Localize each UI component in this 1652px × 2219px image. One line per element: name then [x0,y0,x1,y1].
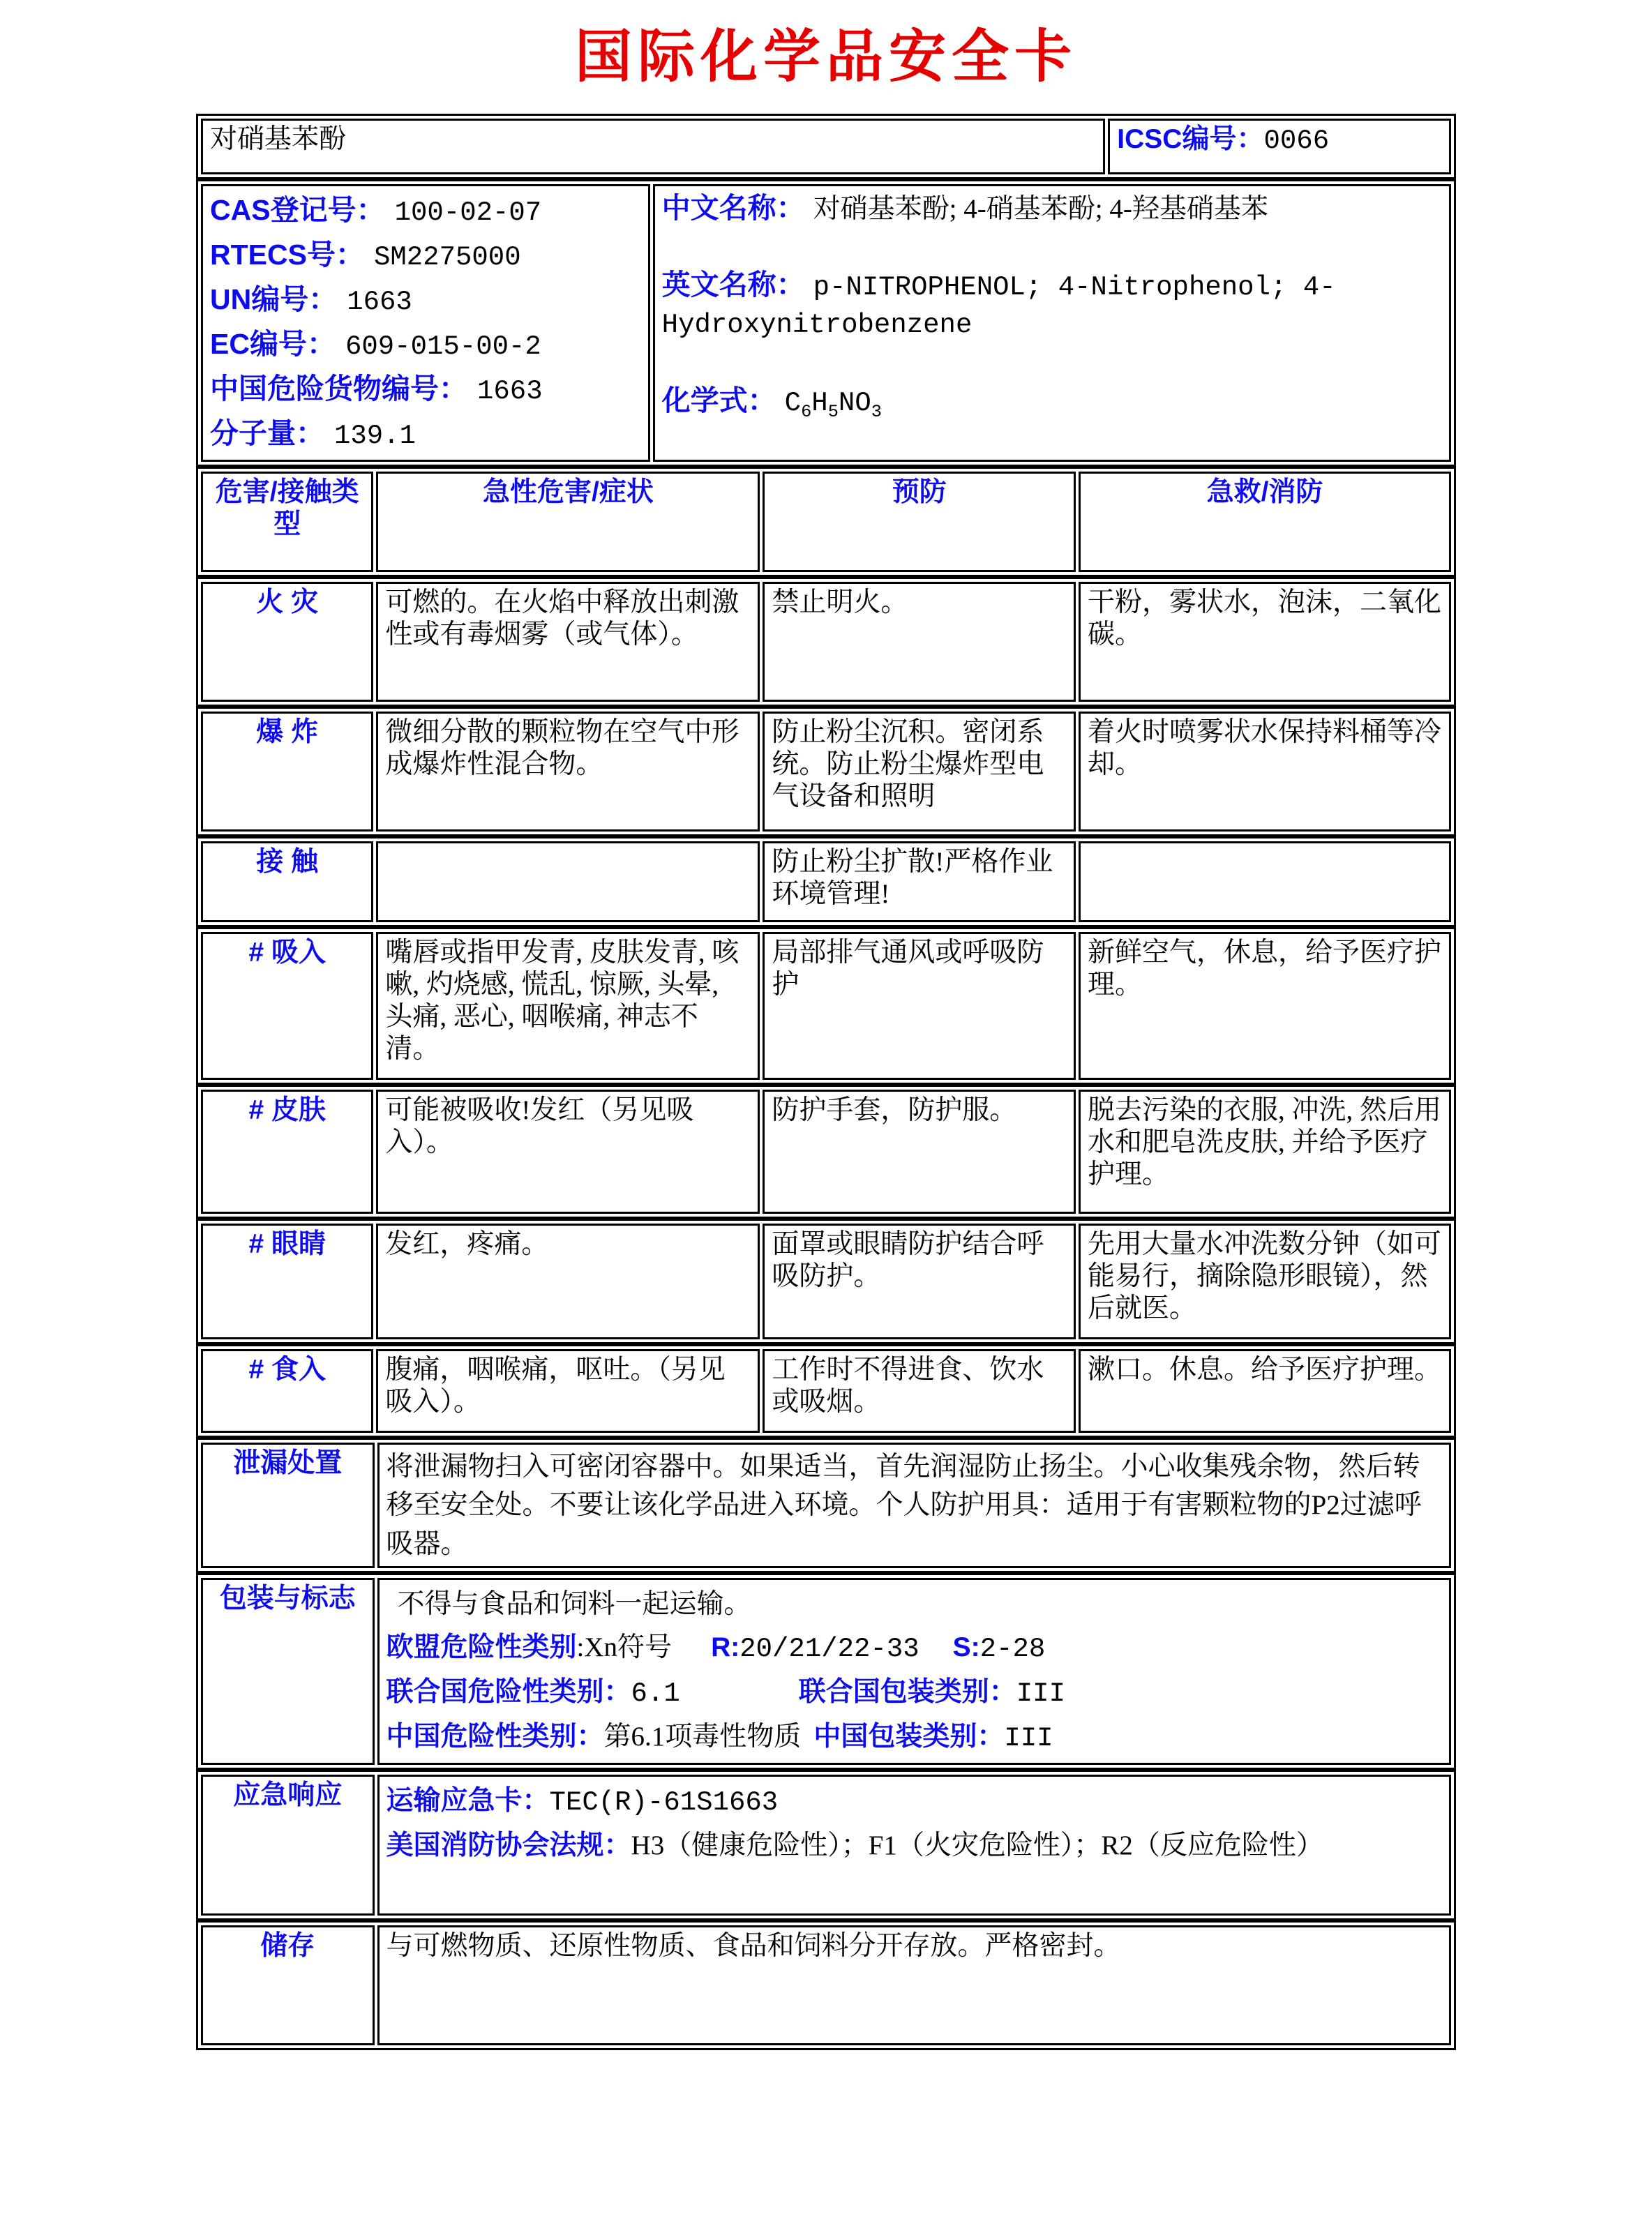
identifier-section [196,179,1456,467]
row-label-explosion: 爆 炸 [201,712,373,832]
substance-name: 对硝基苯酚 [201,119,1105,174]
fire-symptoms-cell: 可燃的。在火焰中释放出刺激性或有毒烟雾（或气体）。 [376,582,760,702]
ingestion-prevention-cell: 工作时不得进食、饮水或吸烟。 [763,1349,1076,1433]
fire-firstaid-cell: 干粉，雾状水，泡沫，二氧化碳。 [1079,582,1451,702]
china-dg-number-line: 中国危险货物编号： 1663 [210,373,543,407]
ingestion-firstaid-cell: 漱口。休息。给予医疗护理。 [1079,1349,1451,1433]
contact-prevention-cell: 防止粉尘扩散!严格作业环境管理! [763,841,1076,922]
cas-number-line: CAS登记号： 100-02-07 [210,194,542,228]
icsc-number-value: 0066 [1263,126,1330,156]
row-label-packaging: 包装与标志 [201,1578,375,1765]
inhalation-firstaid-cell: 新鲜空气，休息，给予医疗护理。 [1079,932,1451,1080]
column-header-type: 危害/接触类型 [201,472,373,572]
row-label-storage: 储存 [201,1925,375,2045]
fire-row [196,577,1456,707]
ingestion-row [196,1344,1456,1438]
packaging-transport-note: 不得与食品和饲料一起运输。 [397,1589,751,1620]
inhalation-symptoms-cell: 嘴唇或指甲发青, 皮肤发青, 咳嗽, 灼烧感, 慌乱, 惊厥, 头晕, 头痛, 恶心, 咽喉痛, 神志不清。 [376,932,760,1080]
storage-section [196,1920,1456,2050]
explosion-prevention-cell: 防止粉尘沉积。密闭系统。防止粉尘爆炸型电气设备和照明 [763,712,1076,832]
skin-firstaid-cell: 脱去污染的衣服, 冲洗, 然后用水和肥皂洗皮肤, 并给予医疗护理。 [1079,1090,1451,1214]
chemical-formula: $C_6H_5NO_3$ [784,387,882,422]
ingestion-symptoms-cell: 腹痛，咽喉痛，呕吐。（另见吸入）。 [376,1349,760,1433]
packaging-section [196,1573,1456,1770]
ec-number-line: EC编号： 609-015-00-2 [210,328,541,362]
skin-row [196,1085,1456,1219]
explosion-row [196,707,1456,836]
eyes-prevention-cell: 面罩或眼睛防护结合呼吸防护。 [763,1224,1076,1339]
emergency-nfpa-line: 美国消防协会法规：H3（健康危险性）；F1（火灾危险性）；R2（反应危险性） [386,1830,1323,1861]
column-header-prevention: 预防 [763,472,1076,572]
icsc-number-label: ICSC编号： [1117,124,1264,154]
explosion-firstaid-cell: 着火时喷雾状水保持料桶等冷却。 [1079,712,1451,832]
packaging-un-line: 联合国危险性类别：6.1 联合国包装类别：III [386,1677,1065,1710]
hazard-header-section [196,467,1456,577]
skin-prevention-cell: 防护手套，防护服。 [763,1090,1076,1214]
row-label-ingestion: # 食入 [201,1349,373,1433]
rtecs-number-line: RTECS号： SM2275000 [210,239,521,273]
chinese-name-line: 中文名称： 对硝基苯酚; 4-硝基苯酚; 4-羟基硝基苯 [661,192,1268,224]
safety-card [196,114,1456,2050]
row-label-eyes: # 眼睛 [201,1224,373,1339]
contact-symptoms-cell [376,841,760,922]
spill-text-cell: 将泄漏物扫入可密闭容器中。如果适当，首先润湿防止扬尘。小心收集残余物，然后转移至安全处。不要让该化学品进入环境。个人防护用具：适用于有害颗粒物的P2过滤呼吸器。 [377,1443,1451,1568]
storage-text-cell: 与可燃物质、还原性物质、食品和饲料分开存放。严格密封。 [377,1925,1451,2045]
emergency-content-cell [377,1775,1451,1916]
row-label-inhalation: # 吸入 [201,932,373,1080]
skin-symptoms-cell: 可能被吸收!发红（另见吸入）。 [376,1090,760,1214]
eyes-symptoms-cell: 发红，疼痛。 [376,1224,760,1339]
contact-row [196,836,1456,927]
row-label-spill: 泄漏处置 [201,1443,375,1568]
spill-section [196,1438,1456,1573]
packaging-content-cell [377,1578,1451,1765]
formula-line: 化学式： $C_6H_5NO_3$ [661,384,882,422]
packaging-cn-line: 中国危险性类别：第6.1项毒性物质 中国包装类别：III [386,1722,1053,1754]
row-label-skin: # 皮肤 [201,1090,373,1214]
eyes-row [196,1219,1456,1344]
column-header-symptoms: 急性危害/症状 [376,472,760,572]
molecular-weight-line: 分子量： 139.1 [210,417,416,451]
page-title: 国际化学品安全卡 [574,25,1077,89]
header-section [196,114,1456,179]
row-label-fire: 火 灾 [201,582,373,702]
icsc-number-cell [1108,119,1451,174]
inhalation-row [196,927,1456,1085]
row-label-emergency: 应急响应 [201,1775,375,1916]
un-number-line: UN编号： 1663 [210,283,412,317]
row-label-contact: 接 触 [201,841,373,922]
inhalation-prevention-cell: 局部排气通风或呼吸防护 [763,932,1076,1080]
emergency-tec-line: 运输应急卡：TEC(R)-61S1663 [386,1786,779,1819]
packaging-eu-line: 欧盟危险性类别:Xn符号 R:20/21/22-33 S:2-28 [386,1632,1046,1665]
chemical-names-cell [653,184,1451,462]
explosion-symptoms-cell: 微细分散的颗粒物在空气中形成爆炸性混合物。 [376,712,760,832]
column-header-firstaid: 急救/消防 [1079,472,1451,572]
contact-firstaid-cell [1079,841,1451,922]
emergency-section [196,1770,1456,1920]
registry-numbers-cell [201,184,650,462]
eyes-firstaid-cell: 先用大量水冲洗数分钟（如可能易行，摘除隐形眼镜），然后就医。 [1079,1224,1451,1339]
fire-prevention-cell: 禁止明火。 [763,582,1076,702]
english-name-line: 英文名称： p-NITROPHENOL; 4-Nitrophenol; 4-Hydroxynitrobenzene [661,268,1336,341]
